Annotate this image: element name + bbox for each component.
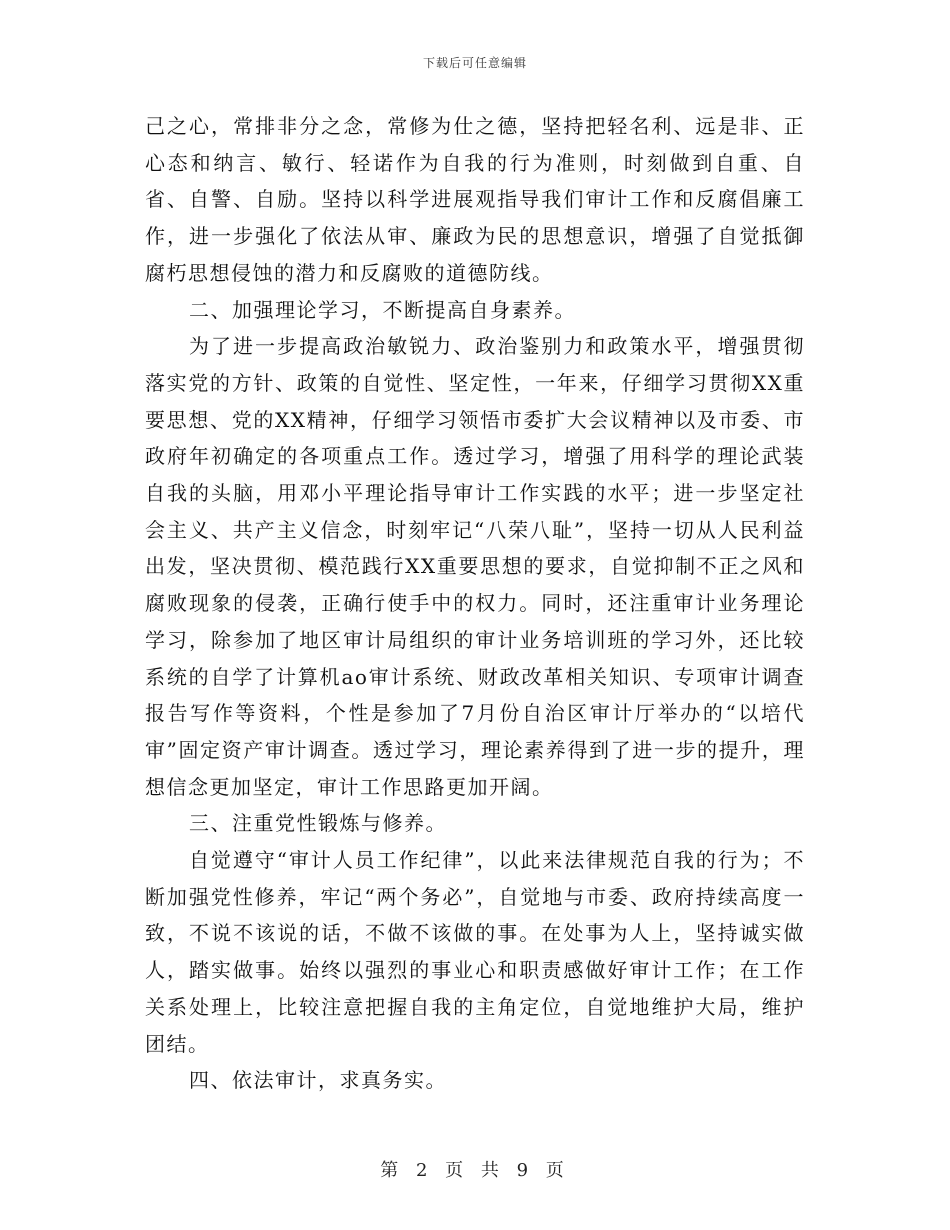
page-header: 下载后可任意编辑 — [422, 56, 527, 70]
section-heading-2: 二、加强理论学习，不断提高自身素养。 — [189, 297, 576, 322]
section-heading-4: 四、依法审计，求真务实。 — [189, 1068, 447, 1093]
paragraph-party-discipline: 自觉遵守“审计人员工作纪律”，以此来法律规范自我的行为；不断加强党性修养，牢记“两个务必”，自觉地与市委、政府持续高度一致，不说不该说的话，不做不该做的事。在处事为人上，坚持诚实做人，踏实做事。始终以强烈的事业心和职责感做好审计工作；在工作关系处理上，比较注意把握自我的主角定位，自觉地维护大局，维护团结。 — [145, 848, 805, 1056]
paragraph-continuation: 己之心，常排非分之念，常修为仕之德，坚持把轻名利、远是非、正心态和纳言、敏行、轻诺作为自我的行为准则，时刻做到自重、自省、自警、自励。坚持以科学进展观指导我们审计工作和反腐倡廉工作，进一步强化了依法从审、廉政为民的思想意识，增强了自觉抵御腐朽思想侵蚀的潜力和反腐败的道德防线。 — [145, 114, 805, 285]
section-heading-3: 三、注重党性锻炼与修养。 — [189, 811, 447, 836]
page-number-footer: 第 2 页 共 9 页 — [380, 1160, 570, 1181]
document-body — [145, 108, 805, 1099]
paragraph-theory-study: 为了进一步提高政治敏锐力、政治鉴别力和政策水平，增强贯彻落实党的方针、政策的自觉性、坚定性，一年来，仔细学习贯彻XX重要思想、党的XX精神，仔细学习领悟市委扩大会议精神以及市委、市政府年初确定的各项重点工作。透过学习，增强了用科学的理论武装自我的头脑，用邓小平理论指导审计工作实践的水平；进一步坚定社会主义、共产主义信念，时刻牢记“八荣八耻”，坚持一切从人民利益出发，坚决贯彻、模范践行XX重要思想的要求，自觉抑制不正之风和腐败现象的侵袭，正确行使手中的权力。同时，还注重审计业务理论学习，除参加了地区审计局组织的审计业务培训班的学习外，还比较系统的自学了计算机ao审计系统、财政改革相关知识、专项审计调查报告写作等资料，个性是参加了7月份自治区审计厅举办的“以培代审”固定资产审计调查。透过学习，理论素养得到了进一步的提升，理想信念更加坚定，审计工作思路更加开阔。 — [145, 334, 805, 799]
